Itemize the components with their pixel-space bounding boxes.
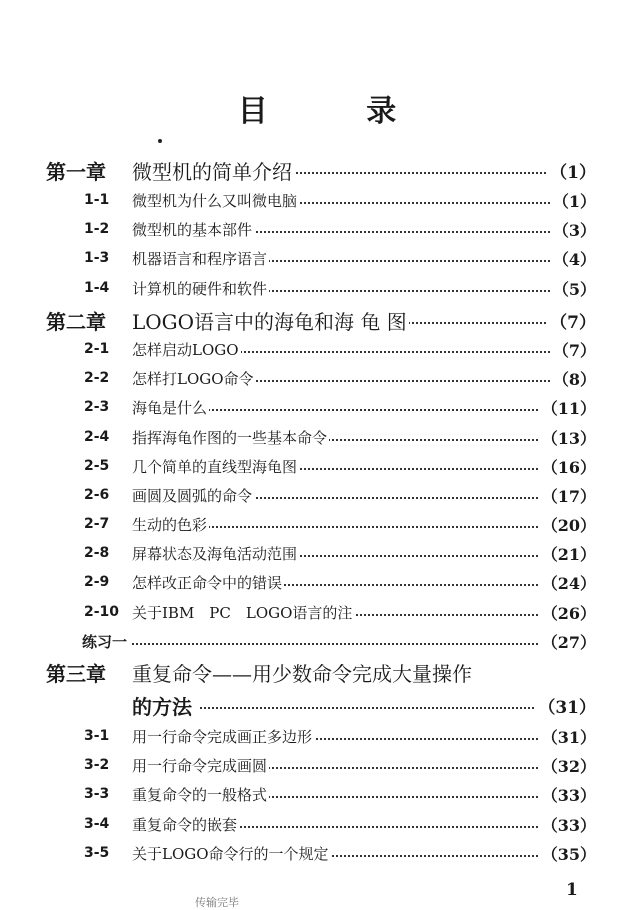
section-number: 3-2 <box>84 757 110 773</box>
page-ref: （35） <box>540 842 596 865</box>
toc-entry[interactable] <box>0 187 634 213</box>
chapter-label: 第二章 <box>46 309 106 334</box>
page-number: 1 <box>566 880 578 900</box>
section-number: 1-3 <box>84 250 110 266</box>
section-number: 1-1 <box>84 192 110 208</box>
toc-entry[interactable] <box>0 365 634 391</box>
page-ref: （27） <box>540 630 596 653</box>
section-number: 2-4 <box>84 429 110 445</box>
page-ref: （5） <box>551 277 596 300</box>
entry-title: 重复命令的嵌套 <box>132 815 238 834</box>
toc-entry[interactable] <box>0 157 634 183</box>
section-number: 1-4 <box>84 280 110 296</box>
entry-title: 重复命令——用少数命令完成大量操作 <box>132 658 474 687</box>
entry-title: 计算机的硬件和软件 <box>132 279 268 298</box>
toc-entry[interactable] <box>0 245 634 271</box>
dot-leader <box>200 707 558 709</box>
dot-leader <box>132 643 558 645</box>
section-number: 2-2 <box>84 370 110 386</box>
page-ref: （8） <box>551 367 596 390</box>
chapter-label: 第三章 <box>46 661 106 686</box>
section-number: 3-3 <box>84 786 110 802</box>
toc-entry[interactable] <box>0 752 634 778</box>
entry-title: 怎样打LOGO命令 <box>132 369 254 388</box>
toc-entry[interactable] <box>0 307 634 333</box>
section-number: 2-8 <box>84 545 110 561</box>
section-number: 2-6 <box>84 487 110 503</box>
toc-entry[interactable] <box>0 424 634 450</box>
section-number: 3-5 <box>84 845 110 861</box>
page-ref: （32） <box>540 754 596 777</box>
toc-entry[interactable] <box>0 781 634 807</box>
entry-title: 画圆及圆弧的命令 <box>132 486 253 505</box>
page-ref: （33） <box>540 813 596 836</box>
toc-entry[interactable] <box>0 511 634 537</box>
page-ref: （4） <box>551 247 596 270</box>
toc-entry[interactable] <box>0 659 634 685</box>
entry-title: 怎样启动LOGO <box>132 340 239 359</box>
section-number: 3-1 <box>84 728 110 744</box>
entry-title: 微型机为什么又叫微电脑 <box>132 191 298 210</box>
entry-title: 微型机的基本部件 <box>132 220 253 239</box>
toc-entry[interactable] <box>0 216 634 242</box>
entry-title-continued: 的方法 <box>132 694 192 719</box>
page-ref: （3） <box>551 218 596 241</box>
page-ref: （7） <box>551 338 596 361</box>
toc-entry[interactable] <box>0 628 634 654</box>
ink-dot <box>158 139 162 143</box>
toc-entry[interactable] <box>0 453 634 479</box>
entry-title: 怎样改正命令中的错误 <box>132 573 283 592</box>
footer-stamp: 传输完毕 <box>195 896 239 909</box>
section-number: 2-7 <box>84 516 110 532</box>
entry-title: 用一行命令完成画圆 <box>132 756 268 775</box>
section-number: 2-5 <box>84 458 110 474</box>
section-number: 2-9 <box>84 574 110 590</box>
chapter-label: 第一章 <box>46 159 106 184</box>
toc-entry[interactable] <box>0 569 634 595</box>
section-number: 2-10 <box>84 604 120 620</box>
toc-entry[interactable] <box>0 840 634 866</box>
page-ref: （21） <box>540 542 596 565</box>
entry-title: 指挥海龟作图的一些基本命令 <box>132 428 328 447</box>
entry-title: 重复命令的一般格式 <box>132 785 268 804</box>
section-number: 1-2 <box>84 221 110 237</box>
entry-title: 微型机的简单介绍 <box>132 156 294 185</box>
toc-entry[interactable] <box>0 336 634 362</box>
entry-title: 屏幕状态及海龟活动范围 <box>132 544 298 563</box>
page-ref: （33） <box>540 783 596 806</box>
page-ref: （17） <box>540 484 596 507</box>
entry-title: 关于LOGO命令行的一个规定 <box>132 844 329 863</box>
page-ref: （31） <box>536 693 596 718</box>
toc-entry[interactable] <box>0 599 634 625</box>
entry-title: 关于IBM PC LOGO语言的注 <box>132 603 353 622</box>
page-ref: （1） <box>548 158 596 183</box>
toc-entry[interactable] <box>0 811 634 837</box>
page-ref: （26） <box>540 601 596 624</box>
toc-entry-continued[interactable] <box>0 692 634 718</box>
toc-entry[interactable] <box>0 482 634 508</box>
entry-title: 用一行命令完成画正多边形 <box>132 727 313 746</box>
entry-title: 海龟是什么 <box>132 398 208 417</box>
entry-title: 机器语言和程序语言 <box>132 249 268 268</box>
toc-entry[interactable] <box>0 394 634 420</box>
page-ref: （7） <box>548 308 596 333</box>
section-number: 3-4 <box>84 816 110 832</box>
page-ref: （13） <box>540 426 596 449</box>
section-number: 2-1 <box>84 341 110 357</box>
page-ref: （1） <box>551 189 596 212</box>
entry-title: 几个简单的直线型海龟图 <box>132 457 298 476</box>
page-ref: （11） <box>540 396 596 419</box>
entry-title: 生动的色彩 <box>132 515 208 534</box>
page-ref: （16） <box>540 455 596 478</box>
toc-entry[interactable] <box>0 723 634 749</box>
section-number: 2-3 <box>84 399 110 415</box>
entry-title: 练习一 <box>82 632 128 651</box>
page-ref: （20） <box>540 513 596 536</box>
page-title: 目 录 <box>237 94 441 129</box>
page-ref: （31） <box>540 725 596 748</box>
page-ref: （24） <box>540 571 596 594</box>
toc-entry[interactable] <box>0 540 634 566</box>
entry-title: LOGO语言中的海龟和海 龟 图 <box>132 306 409 335</box>
toc-entry[interactable] <box>0 275 634 301</box>
